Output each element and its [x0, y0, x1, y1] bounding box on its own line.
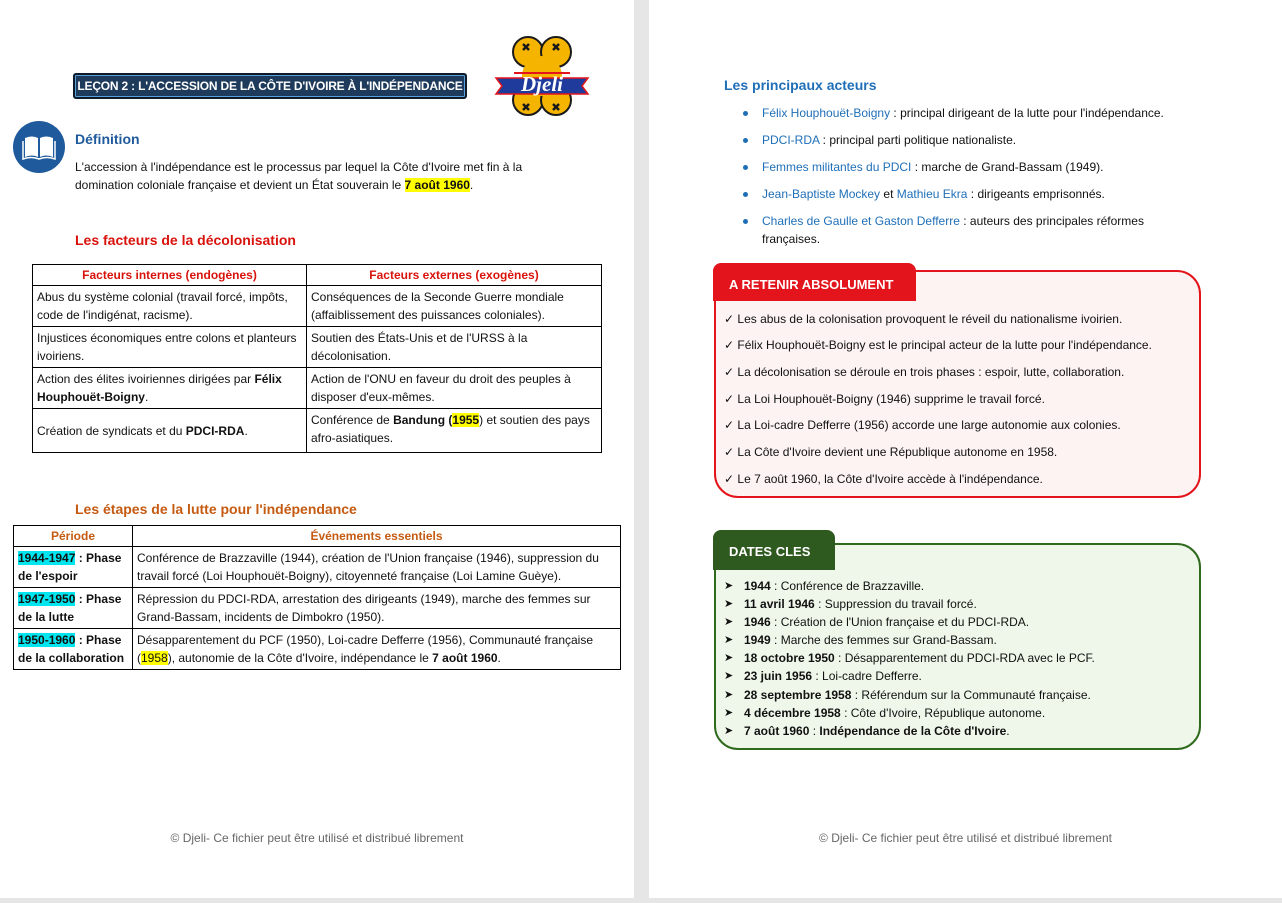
cell-bold: PDCI-RDA [185, 423, 245, 438]
retain-item-text: Félix Houphouët-Boigny est le principal acteur de la lutte pour l'indépendance. [737, 338, 1152, 352]
date-text: : Conférence de Brazzaville. [770, 579, 925, 593]
bullet-icon [743, 219, 748, 224]
table-cell: Action de l'ONU en faveur du droit des peuples à disposer d'eux-mêmes. [307, 368, 602, 409]
cell-text: . [244, 423, 248, 438]
actor-desc: : principal dirigeant de la lutte pour l'indépendance. [890, 106, 1164, 120]
period-years: 1944-1947 [18, 551, 76, 565]
date-label: 11 avril 1946 [744, 597, 815, 611]
page-2 [649, 0, 1282, 898]
table-header-row [14, 526, 621, 547]
logo-text: Djeli [521, 72, 563, 96]
date-label: 1944 [744, 579, 771, 593]
list-item [724, 391, 1045, 407]
date-text: : Désapparentement du PDCI-RDA avec le PCF. [834, 651, 1095, 665]
stages-heading: Les étapes de la lutte pour l'indépendance [75, 501, 357, 517]
table-cell: Injustices économiques entre colons et planteurs ivoiriens. [33, 327, 307, 368]
list-item [724, 471, 1043, 487]
factors-heading: Les facteurs de la décolonisation [75, 232, 296, 248]
arrow-bullet-icon: ➤ [724, 707, 734, 719]
actor-conjunction: et [880, 187, 897, 201]
table-cell: Soutien des États-Unis et de l'URSS à la décolonisation. [307, 327, 602, 368]
cell-text: Désapparentement du PCF (1950), Loi-cadre Defferre (1956), Communauté française ( [137, 633, 594, 665]
list-item [724, 723, 1010, 739]
table-cell: Conférence de Brazzaville (1944), création de l'Union française (1946), suppression du travail forcé (Loi Houphouët-Boigny), citoyenneté française (Loi Lamine Guèye). [133, 547, 621, 588]
table-row [33, 327, 602, 368]
list-item [724, 687, 1091, 703]
table-cell [307, 409, 602, 453]
list-item [724, 364, 1124, 380]
list-item [724, 614, 1030, 630]
period-years: 1950-1960 [18, 633, 76, 647]
retain-item-text: Le 7 août 1960, la Côte d'Ivoire accède à l'indépendance. [737, 472, 1043, 486]
page-1 [0, 0, 634, 898]
list-item [724, 596, 977, 612]
table-cell [33, 409, 307, 453]
cell-text: . [497, 651, 501, 665]
table-cell: Conséquences de la Seconde Guerre mondiale (affaiblissement des puissances coloniales). [307, 286, 602, 327]
table-header-row [33, 265, 602, 286]
bullet-icon [743, 192, 748, 197]
check-icon: ✓ [724, 312, 738, 326]
period-phase: : Phase de la collaboration [18, 633, 125, 665]
retain-title: A RETENIR ABSOLUMENT [713, 263, 916, 301]
col-external-header: Facteurs externes (exogènes) [307, 265, 602, 286]
period-phase: : Phase de la lutte [18, 592, 122, 624]
table-row [14, 547, 621, 588]
period-years: 1947-1950 [18, 592, 76, 606]
cell-bold: Félix Houphouët-Boigny [37, 372, 282, 404]
actor-desc: : auteurs des principales réformes françaises. [762, 214, 1144, 246]
actors-heading: Les principaux acteurs [724, 77, 877, 93]
cell-text: Action des élites ivoiriennes dirigées par [37, 372, 255, 386]
actor-name: Femmes militantes du PDCI [762, 160, 912, 174]
date-label: 1946 [744, 615, 771, 629]
table-cell [14, 547, 133, 588]
cell-text: ) et soutien des pays afro-asiatiques. [311, 413, 590, 445]
list-item [724, 212, 1194, 248]
period-phase: : Phase de l'espoir [18, 551, 122, 583]
date-text: : Référendum sur la Communauté française. [851, 688, 1091, 702]
date-text-end: . [1006, 724, 1010, 738]
retain-item-text: La Loi-cadre Defferre (1956) accorde une large autonomie aux colonies. [737, 418, 1121, 432]
date-text: : Marche des femmes sur Grand-Bassam. [770, 633, 997, 647]
bullet-icon [743, 111, 748, 116]
cell-text: Création de syndicats et du [37, 423, 186, 438]
arrow-bullet-icon: ➤ [724, 580, 734, 592]
retain-item-text: La Loi Houphouët-Boigny (1946) supprime le travail forcé. [737, 392, 1045, 406]
retain-item-text: La Côte d'Ivoire devient une République autonome en 1958. [737, 445, 1058, 459]
actors-list [724, 104, 1194, 257]
col-events-header: Événements essentiels [133, 526, 621, 547]
check-icon: ✓ [724, 418, 738, 432]
table-cell [14, 588, 133, 629]
definition-text-end: . [469, 178, 474, 192]
list-item [724, 311, 1122, 327]
list-item [724, 668, 922, 684]
table-cell [33, 368, 307, 409]
definition-text-body: L'accession à l'indépendance est le processus par lequel la Côte d'Ivoire met fin à la domination coloniale française et devient un État souverain le [75, 160, 523, 192]
table-cell [14, 629, 133, 670]
list-item [724, 632, 997, 648]
list-item [724, 158, 1194, 176]
cell-highlight: 1958 [141, 651, 168, 665]
cell-text: ), autonomie de la Côte d'Ivoire, indépendance le [167, 651, 433, 665]
arrow-bullet-icon: ➤ [724, 670, 734, 682]
list-item [724, 104, 1194, 122]
bullet-icon [743, 165, 748, 170]
actor-desc: : marche de Grand-Bassam (1949). [911, 160, 1104, 174]
page-footer: © Djeli- Ce fichier peut être utilisé et distribué librement [819, 831, 1112, 845]
table-cell: Répression du PDCI-RDA, arrestation des dirigeants (1949), marche des femmes sur Grand-Bassam, incidents de Dimbokro (1950). [133, 588, 621, 629]
actor-name: Mathieu Ekra [896, 187, 968, 201]
arrow-bullet-icon: ➤ [724, 616, 734, 628]
definition-date: 7 août 1960 [404, 178, 470, 192]
cell-bold: ( [445, 413, 453, 427]
actor-desc: : principal parti politique nationaliste. [819, 133, 1017, 147]
date-label: 28 septembre 1958 [744, 688, 852, 702]
col-period-header: Période [14, 526, 133, 547]
table-row [14, 629, 621, 670]
actor-desc: : dirigeants emprisonnés. [967, 187, 1105, 201]
date-bold-text: Indépendance de la Côte d'Ivoire [819, 724, 1007, 738]
check-icon: ✓ [724, 365, 738, 379]
date-text: : Côte d'Ivoire, République autonome. [840, 706, 1046, 720]
check-icon: ✓ [724, 445, 738, 459]
cell-text: . [144, 390, 149, 404]
retain-item-text: Les abus de la colonisation provoquent le réveil du nationalisme ivoirien. [737, 312, 1123, 326]
retain-box [714, 270, 1201, 498]
list-item [724, 417, 1121, 433]
date-label: 1949 [744, 633, 771, 647]
lesson-title: LEÇON 2 : L'ACCESSION DE LA CÔTE D'IVOIRE À L'INDÉPENDANCE [73, 73, 467, 99]
list-item [724, 705, 1046, 721]
stages-table [13, 525, 621, 670]
table-row [33, 368, 602, 409]
actor-name: Félix Houphouët-Boigny [762, 106, 891, 120]
actor-name: Jean-Baptiste Mockey [762, 187, 881, 201]
date-label: 18 octobre 1950 [744, 651, 835, 665]
cell-bold: Bandung [393, 413, 446, 427]
list-item [724, 337, 1152, 353]
list-item [724, 650, 1095, 666]
table-row [33, 286, 602, 327]
list-item [724, 578, 925, 594]
cell-highlight: 1955 [452, 413, 480, 427]
dates-title: DATES CLES [713, 530, 835, 570]
date-label: 23 juin 1956 [744, 669, 813, 683]
arrow-bullet-icon: ➤ [724, 652, 734, 664]
bullet-icon [743, 138, 748, 143]
djeli-logo [492, 34, 592, 120]
retain-item-text: La décolonisation se déroule en trois phases : espoir, lutte, collaboration. [737, 365, 1125, 379]
table-cell: Abus du système colonial (travail forcé, impôts, code de l'indigénat, racisme). [33, 286, 307, 327]
arrow-bullet-icon: ➤ [724, 689, 734, 701]
list-item [724, 444, 1057, 460]
arrow-bullet-icon: ➤ [724, 598, 734, 610]
check-icon: ✓ [724, 338, 738, 352]
arrow-bullet-icon: ➤ [724, 634, 734, 646]
definition-text [75, 158, 555, 194]
factors-table [32, 264, 602, 453]
date-text: : Création de l'Union française et du PDCI-RDA. [770, 615, 1030, 629]
page-footer: © Djeli- Ce fichier peut être utilisé et distribué librement [170, 831, 464, 845]
check-icon: ✓ [724, 472, 738, 486]
cell-bold: 7 août 1960 [432, 651, 498, 665]
table-row [33, 409, 602, 453]
list-item [724, 185, 1194, 203]
check-icon: ✓ [724, 392, 738, 406]
actor-name: PDCI-RDA [762, 133, 820, 147]
definition-heading: Définition [75, 131, 140, 147]
col-internal-header: Facteurs internes (endogènes) [33, 265, 307, 286]
actor-name: Charles de Gaulle et Gaston Defferre [762, 214, 960, 228]
date-label: 4 décembre 1958 [744, 706, 841, 720]
date-text: : [809, 724, 820, 738]
arrow-bullet-icon: ➤ [724, 725, 734, 737]
list-item [724, 131, 1194, 149]
date-label: 7 août 1960 [744, 724, 810, 738]
book-icon [13, 121, 65, 173]
cell-text: Conférence de [311, 413, 394, 427]
date-text: : Loi-cadre Defferre. [812, 669, 922, 683]
table-cell [133, 629, 621, 670]
date-text: : Suppression du travail forcé. [814, 597, 977, 611]
table-row [14, 588, 621, 629]
